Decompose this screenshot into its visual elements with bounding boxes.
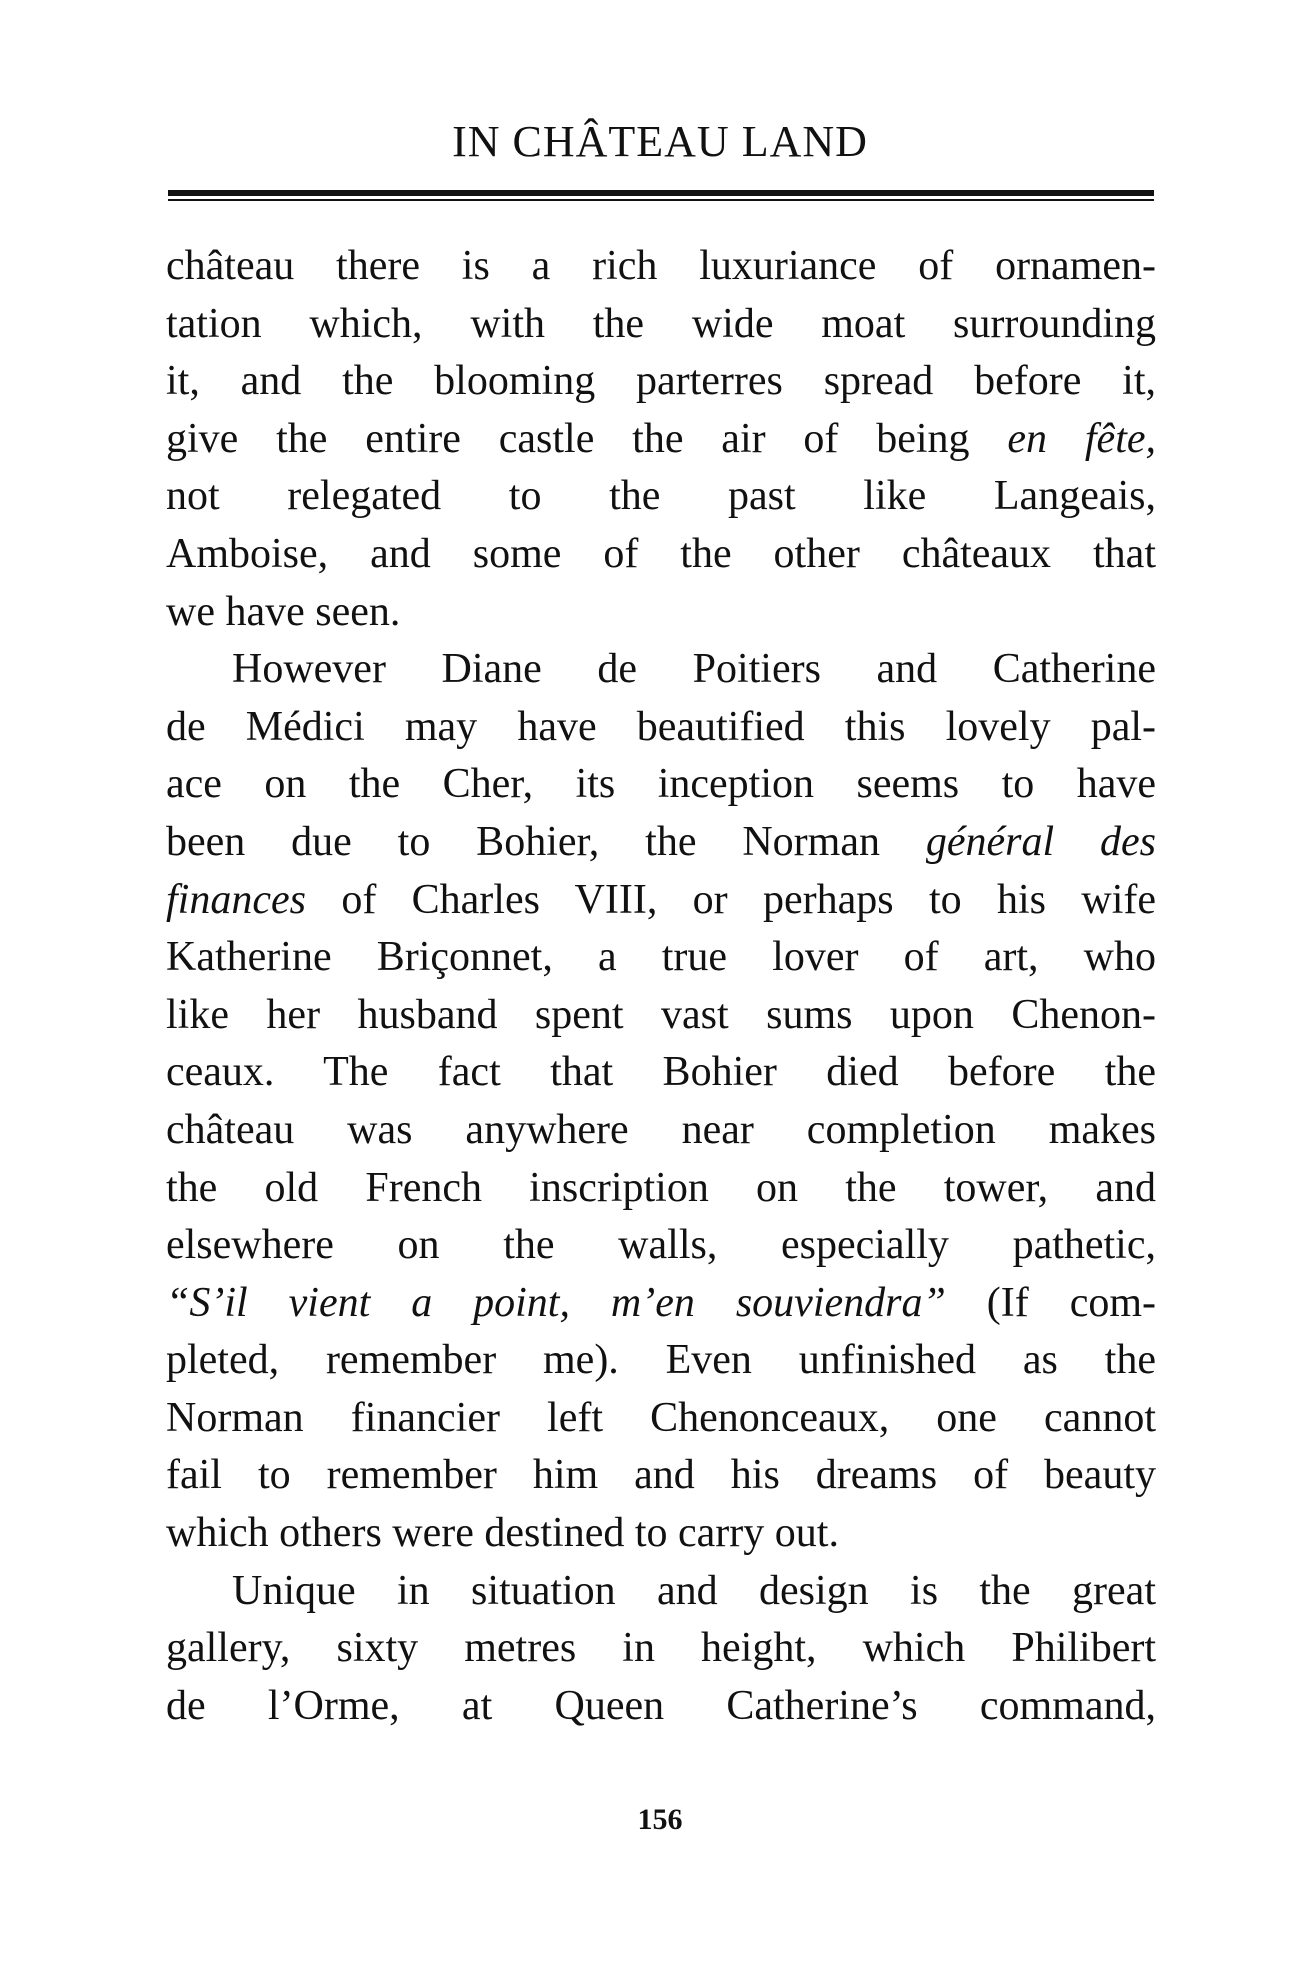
text-segment: However Diane de Poitiers and Catherine	[232, 646, 1156, 693]
text-segment: Norman financier left Chenonceaux, one cannot	[166, 1394, 1156, 1441]
text-segment: which others were destined to carry out.	[166, 1510, 839, 1557]
text-segment: been due to Bohier, the Norman	[166, 818, 926, 865]
body-text	[166, 238, 1156, 1735]
text-line	[166, 699, 1156, 757]
text-line	[166, 1275, 1156, 1333]
italic-text: en fête,	[1007, 415, 1157, 462]
text-line	[166, 1102, 1156, 1160]
text-segment: Katherine Briçonnet, a true lover of art, who	[166, 934, 1156, 981]
text-line	[166, 1563, 1156, 1621]
text-segment: de l’Orme, at Queen Catherine’s command,	[166, 1682, 1156, 1729]
text-line	[166, 1160, 1156, 1218]
text-segment: (If com-	[945, 1279, 1156, 1326]
text-segment: like her husband spent vast sums upon Chenon-	[166, 991, 1156, 1038]
text-line	[166, 1620, 1156, 1678]
text-line	[166, 641, 1156, 699]
text-segment: Unique in situation and design is the great	[232, 1567, 1156, 1614]
text-segment: it, and the blooming parterres spread before it,	[166, 358, 1156, 405]
italic-text: finances	[166, 876, 306, 923]
text-line	[166, 1332, 1156, 1390]
header-rule-thin	[168, 199, 1154, 201]
text-segment: de Médici may have beautified this lovely pal-	[166, 703, 1156, 750]
text-line	[166, 238, 1156, 296]
text-segment: not relegated to the past like Langeais,	[166, 473, 1156, 520]
text-segment: ace on the Cher, its inception seems to have	[166, 761, 1156, 808]
text-segment: gallery, sixty metres in height, which Philibert	[166, 1625, 1156, 1672]
text-segment: elsewhere on the walls, especially pathetic,	[166, 1222, 1156, 1269]
text-line	[166, 1678, 1156, 1736]
text-segment: give the entire castle the air of being	[166, 415, 1008, 462]
text-line	[166, 1447, 1156, 1505]
text-segment: Amboise, and some of the other châteaux that	[166, 530, 1156, 577]
text-line	[166, 526, 1156, 584]
running-head: IN CHÂTEAU LAND	[452, 117, 868, 166]
text-segment: the old French inscription on the tower, and	[166, 1164, 1156, 1211]
text-line	[166, 814, 1156, 872]
text-segment: tation which, with the wide moat surrounding	[166, 300, 1156, 347]
text-line	[166, 929, 1156, 987]
text-line	[166, 353, 1156, 411]
text-line	[166, 1390, 1156, 1448]
italic-text: “S’il vient a point, m’en souviendra”	[166, 1279, 946, 1326]
header-rule-thick	[168, 190, 1154, 196]
text-line	[166, 1217, 1156, 1275]
text-line	[166, 296, 1156, 354]
text-line	[166, 468, 1156, 526]
italic-text: général des	[925, 818, 1156, 865]
text-segment: fail to remember him and his dreams of beauty	[166, 1452, 1156, 1499]
text-segment: ceaux. The fact that Bohier died before the	[166, 1049, 1156, 1096]
text-segment: of Charles VIII, or perhaps to his wife	[305, 876, 1156, 923]
text-line	[166, 411, 1156, 469]
page-number: 156	[637, 1803, 683, 1836]
header-rule	[168, 190, 1154, 202]
text-line	[166, 584, 1156, 642]
text-line	[166, 872, 1156, 930]
text-segment: château was anywhere near completion makes	[166, 1106, 1156, 1153]
text-line	[166, 987, 1156, 1045]
text-segment: we have seen.	[166, 588, 401, 635]
text-line	[166, 756, 1156, 814]
text-segment: pleted, remember me). Even unfinished as the	[166, 1337, 1156, 1384]
text-line	[166, 1505, 1156, 1563]
text-segment: château there is a rich luxuriance of ornamen-	[166, 243, 1156, 289]
text-line	[166, 1044, 1156, 1102]
